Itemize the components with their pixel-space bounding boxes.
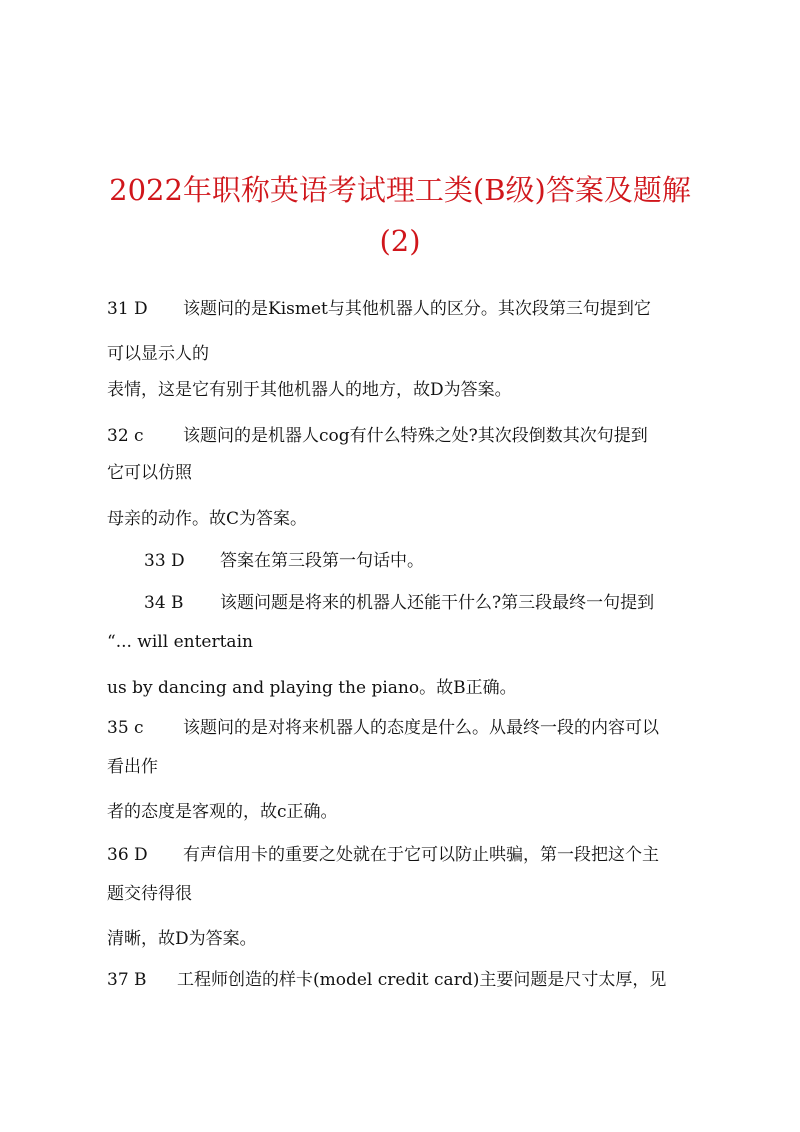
- answer-text-continued: 可以显示人的: [107, 344, 209, 364]
- answer-text-continued: “... will entertain: [107, 632, 253, 652]
- answer-text-continued: 题交待得很: [107, 884, 192, 904]
- answer-text-continued: 表情，这是它有别于其他机器人的地方，故D为答案。: [107, 380, 512, 400]
- answer-text-continued: 者的态度是客观的，故c正确。: [107, 802, 338, 822]
- answer-text: 该题问题是将来的机器人还能干什么?第三段最终一句提到: [220, 593, 655, 613]
- answer-text-continued: 母亲的动作。故C为答案。: [107, 509, 308, 529]
- answer-number: 34 B: [144, 593, 184, 613]
- answer-item-33: [144, 549, 424, 573]
- answer-number: 37 B: [107, 970, 147, 990]
- answer-item-34: [144, 591, 654, 615]
- document-title: 2022年职称英语考试理工类(B级)答案及题解: [109, 173, 691, 207]
- answer-text: 工程师创造的样卡(model credit card)主要问题是尺寸太厚，见: [177, 970, 667, 990]
- answer-text: 该题问的是Kismet与其他机器人的区分。其次段第三句提到它: [183, 299, 651, 319]
- answer-item-35: [107, 716, 659, 740]
- answer-item-36: [107, 843, 659, 867]
- answer-number: 35 c: [107, 718, 144, 738]
- answer-text: 该题问的是机器人cog有什么特殊之处?其次段倒数其次句提到: [183, 426, 648, 446]
- answer-text-continued: 清晰，故D为答案。: [107, 929, 257, 949]
- answer-item-37: [107, 968, 666, 992]
- document-title-continued: (2): [379, 224, 421, 258]
- answer-number: 32 c: [107, 426, 144, 446]
- answer-number: 36 D: [107, 845, 148, 865]
- answer-text-continued: 看出作: [107, 757, 158, 777]
- answer-number: 33 D: [144, 551, 185, 571]
- answer-text: 有声信用卡的重要之处就在于它可以防止哄骗，第一段把这个主: [183, 845, 659, 865]
- answer-text-continued: 它可以仿照: [107, 463, 192, 483]
- answer-item-31: [107, 297, 651, 321]
- answer-text-continued: us by dancing and playing the piano。故B正确。: [107, 678, 517, 698]
- answer-text: 答案在第三段第一句话中。: [220, 551, 424, 571]
- answer-item-32: [107, 424, 648, 448]
- answer-text: 该题问的是对将来机器人的态度是什么。从最终一段的内容可以: [183, 718, 659, 738]
- answer-number: 31 D: [107, 299, 148, 319]
